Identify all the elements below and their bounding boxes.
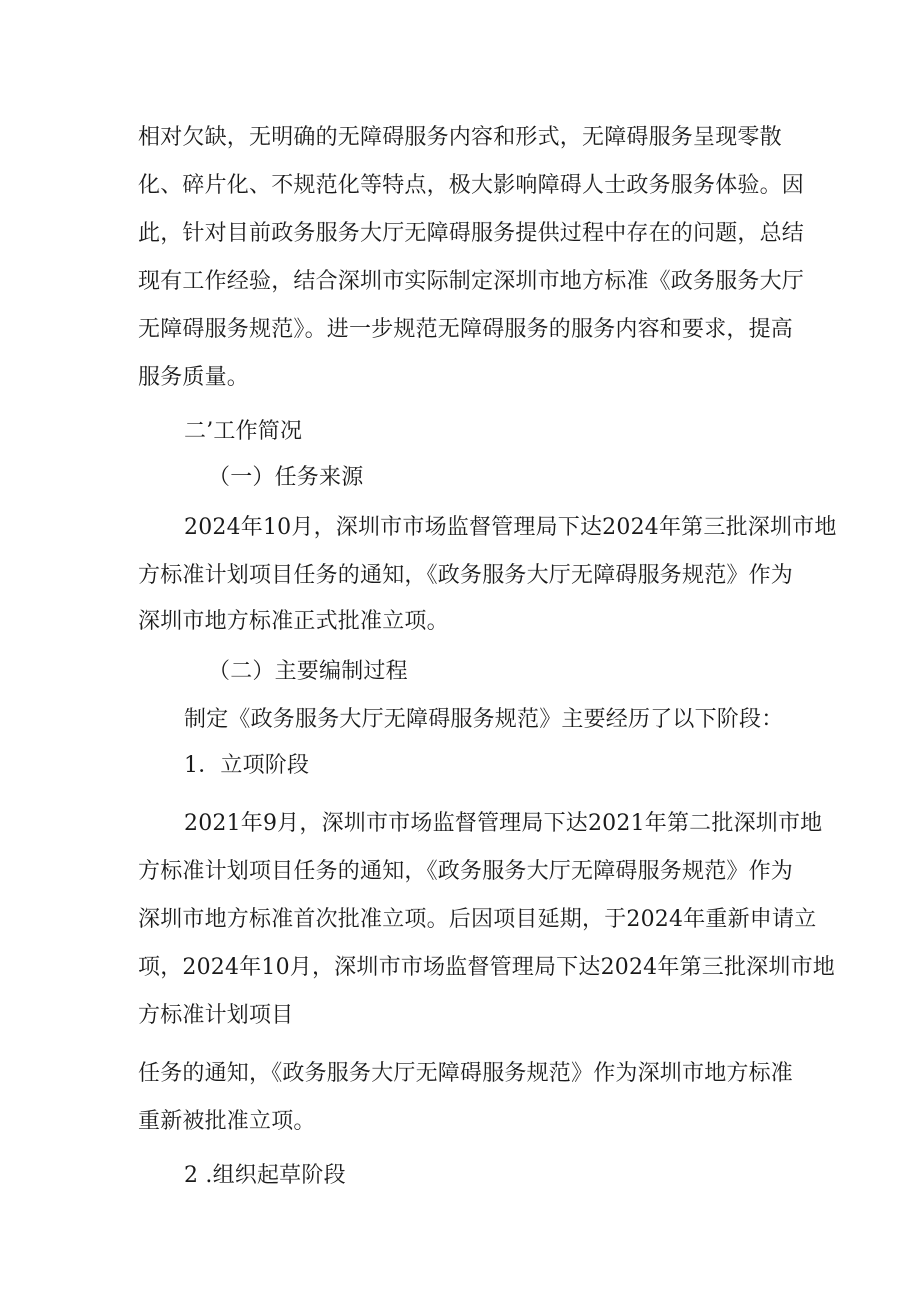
section-heading: 二’工作简况 (184, 419, 303, 444)
paragraph-line: 重新被批准立项。 (138, 1109, 316, 1134)
paragraph-line: 任务的通知，《政务服务大厅无障碍服务规范》作为深圳市地方标准 (138, 1061, 794, 1086)
list-item-heading: 2 .组织起草阶段 (184, 1163, 346, 1188)
paragraph-line: 服务质量。 (138, 365, 250, 390)
paragraph-line: 此，针对目前政务服务大厅无障碍服务提供过程中存在的问题，总结 (138, 221, 805, 246)
list-item-heading: 1．立项阶段 (184, 753, 310, 778)
paragraph-line: 相对欠缺，无明确的无障碍服务内容和形式，无障碍服务呈现零散 (138, 125, 782, 150)
paragraph-line: 现有工作经验，结合深圳市实际制定深圳市地方标准《政务服务大厅 (138, 269, 805, 294)
paragraph-line: 深圳市地方标准首次批准立项。后因项目延期，于2024年重新申请立 (138, 907, 817, 932)
paragraph-line: 方标准计划项目任务的通知，《政务服务大厅无障碍服务规范》作为 (138, 859, 794, 884)
subsection-heading: （一）任务来源 (208, 465, 364, 490)
paragraph-line: 制定《政务服务大厅无障碍服务规范》主要经历了以下阶段： (184, 707, 784, 732)
paragraph-line: 项，2024年10月，深圳市市场监督管理局下达2024年第三批深圳市地 (138, 955, 835, 980)
paragraph-line: 2021年9月，深圳市市场监督管理局下达2021年第二批深圳市地 (184, 811, 823, 836)
paragraph-line: 无障碍服务规范》。进一步规范无障碍服务的服务内容和要求，提高 (138, 317, 794, 342)
paragraph-line: 化、碎片化、不规范化等特点，极大影响障碍人士政务服务体验。因 (138, 173, 805, 198)
paragraph-line: 方标准计划项目任务的通知，《政务服务大厅无障碍服务规范》作为 (138, 563, 794, 588)
paragraph-line: 深圳市地方标准正式批准立项。 (138, 609, 449, 634)
subsection-heading: （二）主要编制过程 (208, 659, 408, 684)
paragraph-line: 方标准计划项目 (138, 1003, 294, 1028)
paragraph-line: 2024年10月，深圳市市场监督管理局下达2024年第三批深圳市地 (184, 515, 837, 540)
